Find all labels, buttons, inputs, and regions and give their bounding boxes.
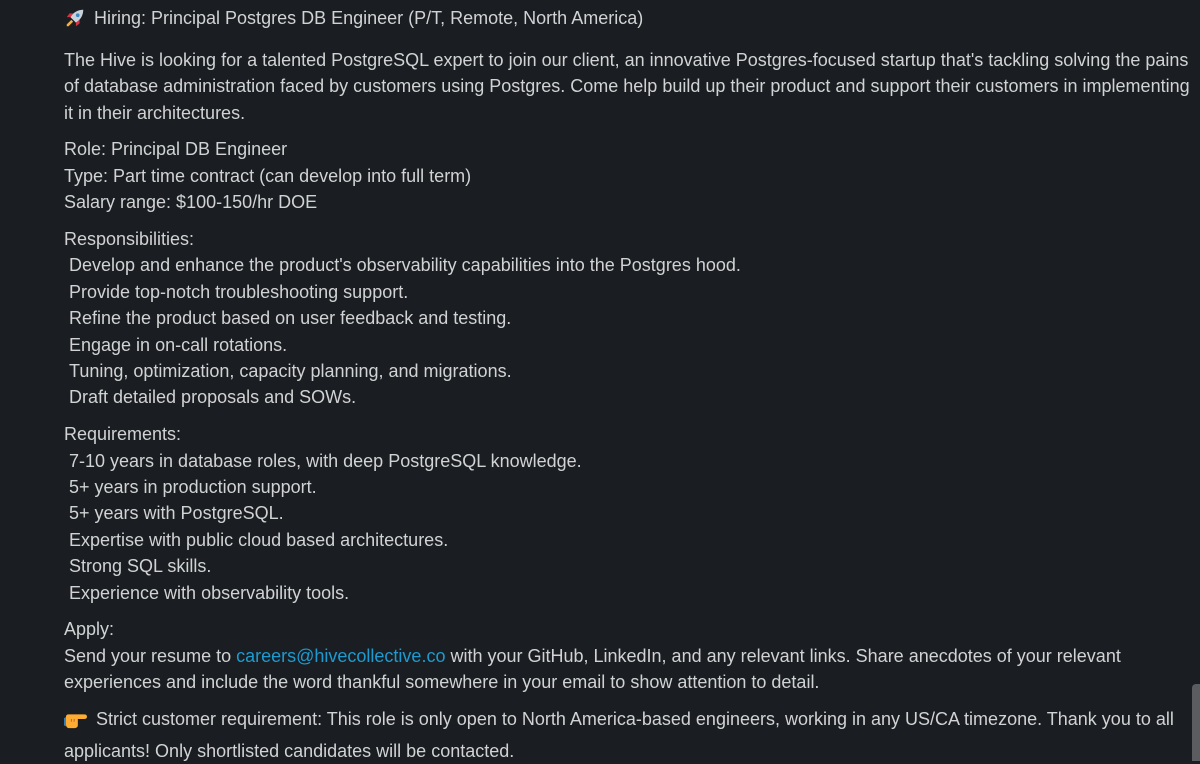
notice-text: Strict customer requirement: This role is only open to North America-based engineers, working in any US/CA timezone. Thank you to all applicants! Only shortlisted candidates will be contacted.: [64, 709, 1174, 761]
responsibilities-section: [64, 226, 1192, 411]
headline-text: Hiring: Principal Postgres DB Engineer (P/T, Remote, North America): [94, 8, 644, 28]
list-item: Tuning, optimization, capacity planning, and migrations.: [69, 361, 512, 382]
job-details: [64, 136, 1192, 215]
list-item: 7-10 years in database roles, with deep PostgreSQL knowledge.: [69, 450, 582, 471]
apply-text-after: with your GitHub, LinkedIn, and any relevant links. Share anecdotes of your relevant experiences and include the word thankful somewhere in your email to show attention to detail.: [64, 645, 1121, 693]
list-item: Strong SQL skills.: [69, 556, 212, 577]
responsibilities-heading: Responsibilities:: [64, 229, 195, 250]
list-item: Expertise with public cloud based architectures.: [69, 529, 449, 550]
notice-paragraph: [64, 706, 1192, 764]
list-item: Develop and enhance the product's observability capabilities into the Postgres hood.: [69, 255, 741, 276]
list-item: 5+ years in production support.: [69, 477, 317, 498]
apply-heading: Apply:: [64, 619, 115, 640]
list-item: Draft detailed proposals and SOWs.: [69, 387, 357, 408]
type-line: Type: Part time contract (can develop into full term): [64, 165, 472, 186]
list-item: Provide top-notch troubleshooting support.: [69, 281, 409, 302]
intro-paragraph: The Hive is looking for a talented PostgreSQL expert to join our client, an innovative Postgres-focused startup that's tackling solving the pains of database administration faced by customers using Postgres. Come help build up their product and support their customers in implementing it in their architectures.: [64, 49, 1190, 123]
list-item: Refine the product based on user feedback and testing.: [69, 308, 512, 329]
message-body: [64, 5, 1192, 764]
scrollbar-thumb[interactable]: [1192, 684, 1200, 761]
requirements-heading: Requirements:: [64, 424, 182, 445]
role-line: Role: Principal DB Engineer: [64, 139, 288, 160]
list-item: Experience with observability tools.: [69, 582, 350, 603]
apply-text-before: Send your resume to: [64, 645, 237, 666]
requirements-section: [64, 421, 1192, 606]
rocket-icon: [64, 7, 86, 36]
salary-line: Salary range: $100-150/hr DOE: [64, 192, 318, 213]
headline: [64, 5, 1192, 36]
list-item: 5+ years with PostgreSQL.: [69, 503, 284, 524]
email-link[interactable]: careers@hivecollective.co: [236, 645, 446, 666]
apply-paragraph: [64, 643, 1192, 696]
pointing-hand-icon: [64, 708, 88, 737]
list-item: Engage in on-call rotations.: [69, 334, 288, 355]
apply-section: [64, 616, 1192, 695]
